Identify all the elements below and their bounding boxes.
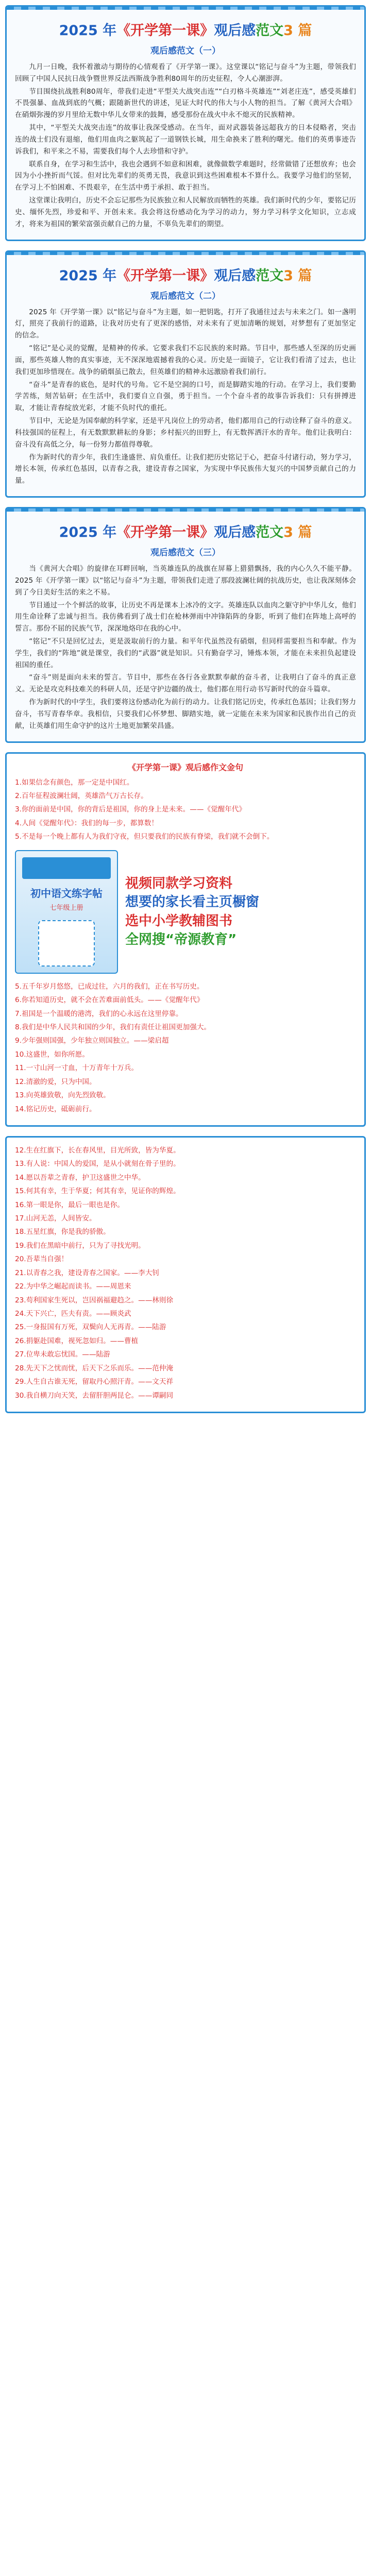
quote-item xyxy=(15,1145,356,1156)
book-title: 初中语文练字帖 xyxy=(30,887,103,900)
quote-item xyxy=(15,1199,356,1211)
essay-panel-2 xyxy=(5,250,366,498)
essay-3-para-4: “奋斗”则是面向未来的誓言。节目中，那些在各行各业默默奉献的奋斗者，让我明白了奋斗的真正意义。无论是攻克科技难关的科研人员，还是守护边疆的战士，他们都在用行动书写新时代的奋斗篇章。 xyxy=(15,673,356,694)
quote-text: 五千年岁月悠悠，已成过往，六月的我们，正在书写历史。 xyxy=(21,982,204,991)
quote-item xyxy=(15,1062,356,1074)
title-year: 2025 年 xyxy=(59,524,117,541)
quote-text: 如果信念有颜色，那一定是中国红。 xyxy=(21,778,134,787)
quote-item xyxy=(15,1376,356,1387)
quote-text: 一寸山河一寸血，十万青年十万兵。 xyxy=(26,1064,139,1073)
title-fan: 范文 xyxy=(256,524,284,541)
quote-text: 愿以吾辈之青春，护卫这盛世之中华。 xyxy=(26,1173,145,1182)
quote-number: 7. xyxy=(15,1009,22,1018)
quote-item xyxy=(15,1158,356,1170)
quote-item xyxy=(15,1090,356,1101)
essay-subtitle-3: 观后感范文（三） xyxy=(150,548,221,558)
quote-number: 29. xyxy=(15,1378,26,1386)
title-year: 2025 年 xyxy=(59,23,117,39)
quote-number: 11. xyxy=(15,1064,26,1073)
quote-item xyxy=(15,777,356,788)
quote-text: 我们在黑暗中前行，只为了寻找光明。 xyxy=(26,1241,145,1250)
quote-number: 23. xyxy=(15,1296,26,1304)
quotes-panel xyxy=(5,752,366,1127)
quote-text: 山河无恙，人间皆安。 xyxy=(26,1214,96,1223)
promo-line-4: 全网搜“帝源教育” xyxy=(125,932,237,948)
quote-number: 24. xyxy=(15,1310,26,1318)
title-quote-open: 《 xyxy=(116,524,131,541)
quote-item xyxy=(15,1281,356,1292)
quote-number: 2. xyxy=(15,792,22,801)
quote-item xyxy=(15,1022,356,1033)
quote-number: 6. xyxy=(15,996,22,1005)
quote-number: 17. xyxy=(15,1214,26,1223)
essay-3-para-2: 节目通过一个个鲜活的故事，让历史不再是课本上冰冷的文字。英雄连队以血肉之躯守护中华儿女，他们用生命诠释了忠诚与担当。我仿佛看到了战士们在枪林弹雨中冲锋陷阵的身影，听到了他们在阵地上高呼的誓言。那份不屈的民族气节，深深地烙印在我的心中。 xyxy=(15,601,356,633)
title-quote-close: 》 xyxy=(200,267,214,284)
essay-3-para-3: “铭记”不只是回忆过去，更是汲取前行的力量。和平年代虽然没有硝烟，但同样需要担当和奉献。作为学生，我们的“阵地”就是课堂，我们的“武器”就是知识。只有勤奋学习，锤炼本领，才能在未来担负起建设祖国的重任。 xyxy=(15,637,356,669)
quote-item xyxy=(15,994,356,1006)
quote-item xyxy=(15,1076,356,1088)
quote-number: 8. xyxy=(15,1023,22,1031)
quote-number: 30. xyxy=(15,1391,26,1400)
quote-number: 5. xyxy=(15,833,22,841)
title-fan: 范文 xyxy=(256,23,284,39)
title-quote-close: 》 xyxy=(200,23,214,39)
quote-text: 百年征程波澜壮阔，英雄浩气万古长存。 xyxy=(21,792,148,801)
essay-2-para-2: “铭记”是心灵的觉醒，是精神的传承。它要求我们不忘民族的来时路。节目中，那些感人至深的历史画面，那些英雄人物的真实事迹，无不深深地震撼着我的心灵。历史是一面镜子，它让我们看清了过去，也让我们更加珍惜现在。战争的硝烟虽已散去，但英雄们的精神永远激励着我们前行。 xyxy=(15,344,356,376)
quote-number: 13. xyxy=(15,1091,26,1100)
essay-2-para-5: 作为新时代的青少年，我们生逢盛世、肩负重任。让我们把历史铭记于心，把奋斗付诸行动，努力学习，增长本领，传承红色基因，以青春之我，建设青春之国家，为实现中华民族伟大复兴的中国梦贡献自己的力量。 xyxy=(15,453,356,485)
title-fan: 范文 xyxy=(256,267,284,284)
quote-item xyxy=(15,1321,356,1333)
quote-text: 向英雄致敬，向先烈致敬。 xyxy=(26,1091,110,1100)
quote-text: 这盛世，如你所愿。 xyxy=(26,1050,89,1059)
quote-item xyxy=(15,1390,356,1401)
quote-item xyxy=(15,1267,356,1279)
quote-text: 你的面前是中国，你的背后是祖国，你的身上是未来。——《觉醒年代》 xyxy=(21,805,246,814)
quote-text: 生在红旗下，长在春风里，目光所致，皆为华夏。 xyxy=(26,1146,180,1155)
essay-2-para-4: 节目中，无论是为国奉献的科学家，还是平凡岗位上的劳动者，他们都用自己的行动诠释了奋斗的意义。科技强国的征程上，有无数默默耕耘的身影；乡村振兴的田野上，有无数挥洒汗水的青年。他们让我明白：奋斗没有高低之分，每一份努力都值得尊敬。 xyxy=(15,417,356,449)
essay-1-para-1: 九月一日晚，我怀着激动与期待的心情观看了《开学第一课》。这堂课以“铭记与奋斗”为主题，带领我们回顾了中国人民抗日战争暨世界反法西斯战争胜利80周年的历史征程，令人心潮澎湃。 xyxy=(15,63,356,83)
quote-number: 25. xyxy=(15,1323,26,1332)
quote-item xyxy=(15,1226,356,1238)
essay-1-para-3: 其中，“平型关大战突击连”的故事让我深受感动。在当年，面对武器装备远超我方的日本侵略者，突击连的战士们没有退缩，他们用血肉之躯筑起了一道钢铁长城，用生命换来了胜利的曙光。他们的英勇事迹告诉我们，和平来之不易，需要我们每个人去珍惜和守护。 xyxy=(15,124,356,156)
quote-text: 人间《觉醒年代》：我们的每一步，都算数！ xyxy=(21,819,159,827)
quote-number: 12. xyxy=(15,1146,26,1155)
quote-text: 不是每一个晚上都有人为我们守夜，但只要我们的民族有脊梁，我们就不会倒下。 xyxy=(21,833,274,841)
title-count: 3 篇 xyxy=(283,267,312,284)
quote-number: 3. xyxy=(15,805,22,814)
quote-number: 10. xyxy=(15,1050,26,1059)
quote-text: 五星红旗，你是我的骄傲。 xyxy=(26,1228,110,1236)
quote-number: 26. xyxy=(15,1336,26,1345)
quote-item xyxy=(15,1295,356,1306)
quote-text: 清澈的爱，只为中国。 xyxy=(26,1077,96,1086)
quote-text: 先天下之忧而忧，后天下之乐而乐。——范仲淹 xyxy=(26,1364,174,1372)
title-year: 2025 年 xyxy=(59,267,117,284)
promo-line-3: 选中小学教辅图书 xyxy=(125,913,233,929)
quote-number: 16. xyxy=(15,1200,26,1209)
essay-2-para-3: “奋斗”是青春的底色，是时代的号角。它不是空洞的口号，而是脚踏实地的行动。在学习上，我们要勤学苦练，刻苦钻研；在生活中，我们要自立自强，勇于担当。一个个奋斗者的故事告诉我们：只有拼搏进取，才能让青春绽放光彩，才能不负时代的重托。 xyxy=(15,380,356,413)
quotes-title: 《开学第一课》观后感作文金句 xyxy=(127,762,243,772)
essay-1-para-5: 这堂课让我明白，历史不会忘记那些为民族独立和人民解放而牺牲的英雄。我们新时代的少年，要铭记历史、缅怀先烈，珍爱和平、开创未来。我会将这份感动化为学习的动力，努力学习科学文化知识，立志成才，将来为祖国的繁荣富强贡献自己的力量，不辜负先辈们的期望。 xyxy=(15,196,356,228)
essay-title-3 xyxy=(15,521,356,541)
quote-number: 22. xyxy=(15,1282,26,1291)
quote-text: 铭记历史，砥砺前行。 xyxy=(26,1105,96,1113)
essay-3-para-5: 作为新时代的中学生，我们要将这份感动化为前行的动力。让我们铭记历史，传承红色基因；让我们努力奋斗，书写青春华章。我相信，只要我们心怀梦想、脚踏实地，就一定能在未来为国家和民族作出自己的贡献，让英雄们用生命守护的这片土地更加繁荣昌盛。 xyxy=(15,698,356,730)
quote-text: 人生自古谁无死，留取丹心照汗青。——文天祥 xyxy=(26,1378,174,1386)
quote-item xyxy=(15,1335,356,1347)
quote-item xyxy=(15,831,356,842)
quote-text: 第一眼是你，最后一眼也是你。 xyxy=(26,1200,124,1209)
quote-text: 少年强则国强，少年独立则国独立。——梁启超 xyxy=(21,1037,169,1045)
quote-text: 祖国是一个温暖的港湾，我们的心永远在这里停靠。 xyxy=(21,1009,183,1018)
title-count: 3 篇 xyxy=(283,23,312,39)
quote-item xyxy=(15,1253,356,1265)
quote-text: 吾辈当自强！ xyxy=(26,1255,69,1264)
quote-number: 1. xyxy=(15,778,22,787)
quote-item xyxy=(15,790,356,802)
quote-item xyxy=(15,1308,356,1319)
quote-text: 苟利国家生死以，岂因祸福避趋之。——林则徐 xyxy=(26,1296,174,1304)
quote-item xyxy=(15,1349,356,1360)
quote-item xyxy=(15,1035,356,1046)
essay-title-1 xyxy=(15,19,356,39)
quote-item xyxy=(15,1185,356,1197)
title-quote-open: 《 xyxy=(116,267,131,284)
book-header-band xyxy=(22,857,111,879)
quote-text: 何其有幸，生于华夏；何其有幸，见证你的辉煌。 xyxy=(26,1187,180,1196)
quote-text: 天下兴亡，匹夫有责。——顾炎武 xyxy=(26,1310,131,1318)
quote-number: 9. xyxy=(15,1037,22,1045)
quote-item xyxy=(15,981,356,992)
title-suffix: 观后感 xyxy=(214,23,256,39)
quote-item xyxy=(15,1363,356,1374)
quote-text: 一身报国有万死，双鬓向人无再青。——陆游 xyxy=(26,1323,166,1332)
essay-2-para-1: 2025 年《开学第一课》以“铭记与奋斗”为主题，如一把钥匙，打开了我通往过去与未来之门。如一盏明灯，照亮了我前行的道路，让我对历史有了更深的感悟，对未来有了更加清晰的规划，对梦想有了更加坚定的信念。 xyxy=(15,308,356,340)
quote-text: 我自横刀向天笑，去留肝胆两昆仑。——谭嗣同 xyxy=(26,1391,174,1400)
quote-number: 13. xyxy=(15,1160,26,1168)
quote-item xyxy=(15,1008,356,1020)
quote-item xyxy=(15,1213,356,1224)
quote-number: 27. xyxy=(15,1350,26,1359)
quote-item xyxy=(15,804,356,815)
title-quote-close: 》 xyxy=(200,524,214,541)
book-cover xyxy=(15,850,118,974)
quote-number: 20. xyxy=(15,1255,26,1264)
quote-number: 12. xyxy=(15,1077,26,1086)
essay-3-para-1: 当《黄河大合唱》的旋律在耳畔回响，当英雄连队的战旗在屏幕上猎猎飘扬，我的内心久久不能平静。2025 年《开学第一课》以“铭记与奋斗”为主题，带领我们走进了那段波澜壮阔的抗战历史，也让我深刻体会到了今日美好生活的来之不易。 xyxy=(15,565,356,597)
title-course: 开学第一课 xyxy=(130,267,200,284)
quote-number: 4. xyxy=(15,819,22,827)
quote-text: 捐躯赴国难，视死忽如归。——曹植 xyxy=(26,1336,139,1345)
title-quote-open: 《 xyxy=(116,23,131,39)
quote-number: 18. xyxy=(15,1228,26,1236)
quote-number: 19. xyxy=(15,1241,26,1250)
essay-subtitle-1: 观后感范文（一） xyxy=(150,46,221,56)
title-course: 开学第一课 xyxy=(130,524,200,541)
quote-text: 有人说：中国人的爱国，是从小就刻在骨子里的。 xyxy=(26,1160,180,1168)
essay-subtitle-2: 观后感范文（二） xyxy=(150,291,221,301)
quote-item xyxy=(15,1104,356,1115)
quote-item xyxy=(15,1049,356,1060)
book-illustration xyxy=(38,920,95,967)
final-quotes-panel xyxy=(5,1136,366,1413)
essay-panel-1 xyxy=(5,5,366,241)
title-count: 3 篇 xyxy=(283,524,312,541)
quote-number: 28. xyxy=(15,1364,26,1372)
quote-item xyxy=(15,818,356,829)
quote-number: 21. xyxy=(15,1268,26,1277)
quote-item xyxy=(15,1172,356,1183)
essay-title-2 xyxy=(15,264,356,284)
quote-number: 5. xyxy=(15,982,22,991)
essay-1-para-4: 联系自身，在学习和生活中，我也会遇到不如意和困难，就像做数学难题时，经常做错了还想放弃；也会因为小小挫折而气馁。但对比先辈们的英勇无畏，我意识到这些困难根本不算什么。我要学习他们的坚韧，在学习上不怕困难、不畏艰辛，在生活中勇于承担、敢于担当。 xyxy=(15,160,356,192)
title-suffix: 观后感 xyxy=(214,267,256,284)
quote-number: 15. xyxy=(15,1187,26,1196)
quote-number: 14. xyxy=(15,1105,26,1113)
quote-text: 位卑未敢忘忧国。——陆游 xyxy=(26,1350,110,1359)
quote-number: 14. xyxy=(15,1173,26,1182)
essay-1-para-2: 节目围绕抗战胜利80周年，带我们走进“平型关大战突击连”“白刃格斗英雄连”“刘老庄连”，感受英雄们不畏强暴、血战到底的气概；跟随新世代的讲述，见证大时代的伟大与小人物的担当。了解《黄河大合唱》在硝烟弥漫的岁月里给无数中华儿女带来的鼓舞，感受那份在战火中永不熄灭的民族精神。 xyxy=(15,87,356,120)
quote-text: 我们是中华人民共和国的少年，我们有责任让祖国更加强大。 xyxy=(21,1023,211,1031)
book-subtitle: 七年级上册 xyxy=(49,904,83,912)
promo-line-2: 想要的家长看主页橱窗 xyxy=(125,894,260,910)
promo-text xyxy=(125,874,356,950)
promo-block xyxy=(15,850,356,974)
quote-text: 以青春之我，建设青春之国家。——李大钊 xyxy=(26,1268,159,1277)
quote-item xyxy=(15,1240,356,1251)
essay-panel-3 xyxy=(5,507,366,743)
quote-text: 为中华之崛起而读书。——周恩来 xyxy=(26,1282,131,1291)
promo-line-1: 视频同款学习资料 xyxy=(125,875,233,891)
title-course: 开学第一课 xyxy=(130,23,200,39)
title-suffix: 观后感 xyxy=(214,524,256,541)
quote-text: 你若知道历史，就不会在苦难面前低头。——《觉醒年代》 xyxy=(21,996,204,1005)
